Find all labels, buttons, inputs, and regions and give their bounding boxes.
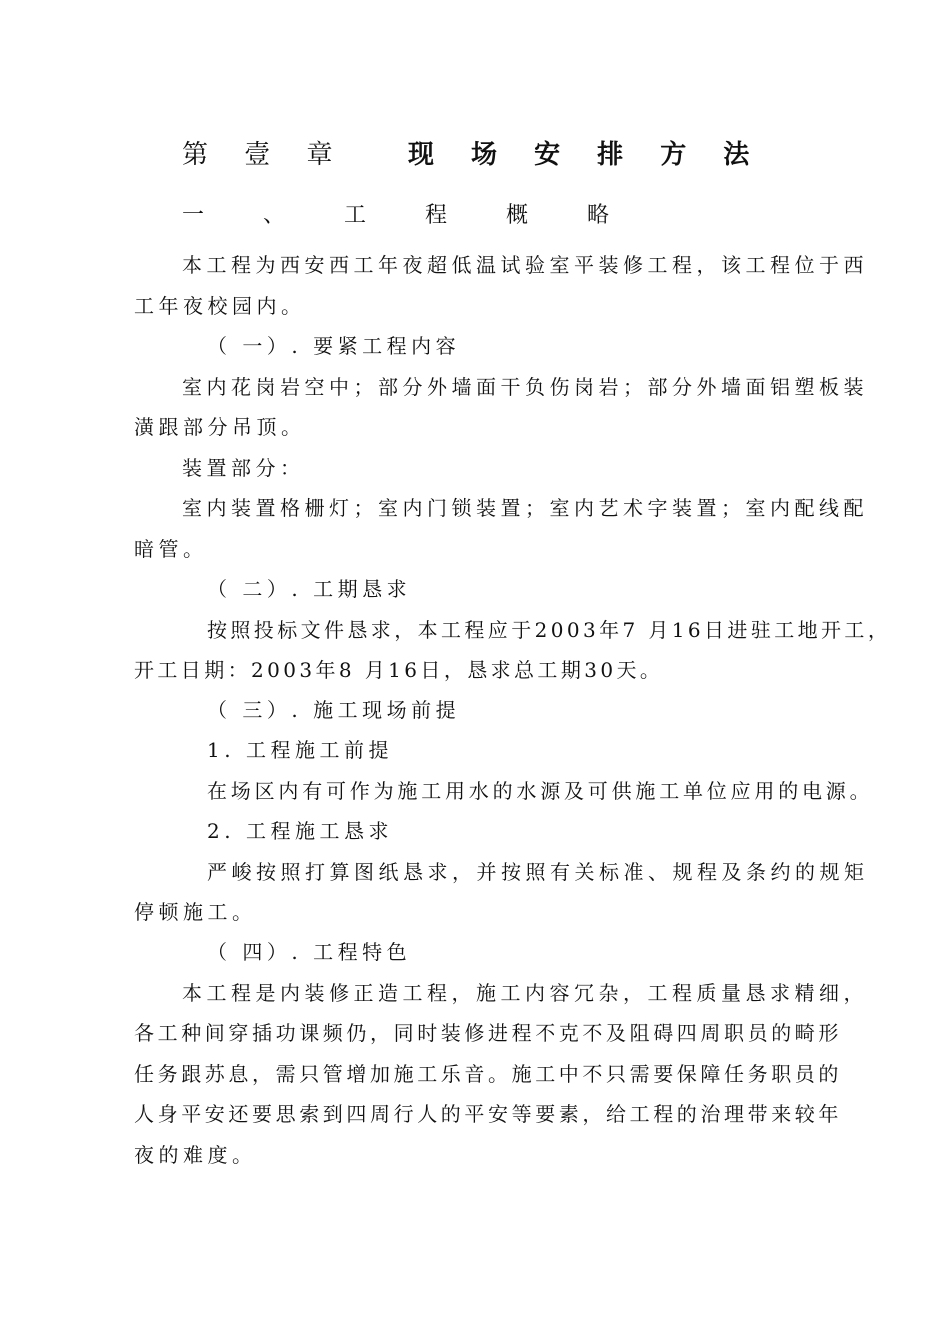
sub4-line-3: 任务跟苏息，需只管增加施工乐音。施工中不只需要保障任务职员的	[134, 1062, 842, 1086]
install-label: 装置部分：	[182, 456, 305, 480]
subsection-heading-2: （ 二）. 工期恳求	[207, 577, 412, 601]
chapter-title: 现 场 安 排 方 法	[408, 140, 764, 170]
overview-line-2: 工年夜校园内。	[134, 294, 306, 318]
sub4-line-1: 本工程是内装修正造工程，施工内容冗杂，工程质量恳求精细，	[182, 981, 868, 1005]
sub1-line-1: 室内花岗岩空中；部分外墙面干负伤岗岩；部分外墙面铝塑板装	[182, 375, 868, 399]
sub4-line-5: 夜的难度。	[134, 1143, 257, 1167]
sub4-line-2: 各工种间穿插功课频仍，同时装修进程不克不及阻碍四周职员的畸形	[134, 1021, 842, 1045]
subsection-heading-4: （ 四）. 工程特色	[207, 940, 412, 964]
subsection-heading-3: （ 三）. 施工现场前提	[207, 698, 461, 722]
subsection-heading-1: （ 一）. 要紧工程内容	[207, 334, 461, 358]
sub1-line-3: 室内装置格栅灯；室内门锁装置；室内艺术字装置；室内配线配	[182, 496, 868, 520]
sub2-line-2: 开工日期：2003年8 月16日，恳求总工期30天。	[134, 658, 664, 682]
chapter-number: 第 壹 章	[182, 140, 347, 170]
sub3-item-2-title: 2. 工程施工恳求	[207, 819, 393, 843]
overview-line-1: 本工程为西安西工年夜超低温试验室平装修工程，该工程位于西	[182, 253, 868, 277]
sub3-item-2-line-2: 停顿施工。	[134, 900, 257, 924]
sub3-item-1-text: 在场区内有可作为施工用水的水源及可供施工单位应用的电源。	[207, 779, 874, 803]
sub2-line-1: 按照投标文件恳求，本工程应于2003年7 月16日进驻工地开工，	[207, 618, 892, 642]
sub3-item-2-line-1: 严峻按照打算图纸恳求，并按照有关标准、规程及条约的规矩	[207, 860, 869, 884]
sub1-line-4: 暗管。	[134, 537, 208, 561]
sub4-line-4: 人身平安还要思索到四周行人的平安等要素，给工程的治理带来较年	[134, 1102, 842, 1126]
section-heading-overview: 一 、 工 程 概 略	[182, 203, 635, 228]
sub3-item-1-title: 1. 工程施工前提	[207, 738, 393, 762]
sub1-line-2: 潢跟部分吊顶。	[134, 415, 306, 439]
